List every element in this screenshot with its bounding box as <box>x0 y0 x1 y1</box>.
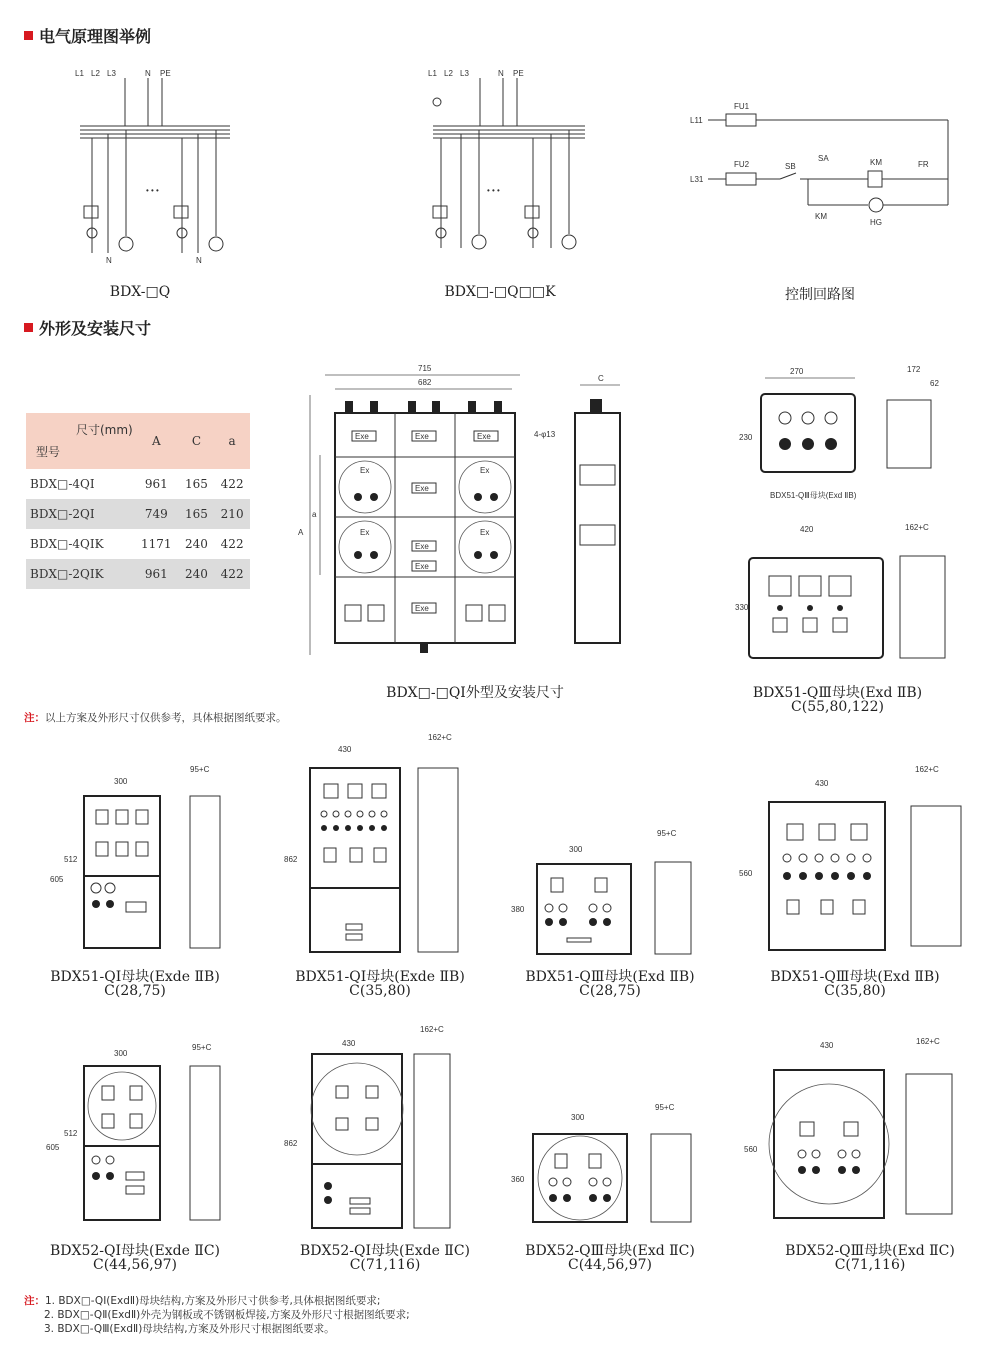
label-l2: L2 <box>91 69 100 78</box>
main-enclosure-svg <box>290 355 650 665</box>
plate-ex-1: Ex <box>360 466 370 475</box>
dim-430: 430 <box>815 779 829 788</box>
enclosure-svg <box>40 1040 240 1230</box>
caption-r2-2b: C(35,80) <box>349 983 411 999</box>
plate-exe-3: Exe <box>477 432 491 441</box>
dim-300: 300 <box>114 777 128 786</box>
plate-ex-4: Ex <box>480 528 490 537</box>
plate-exe-5: Exe <box>415 542 429 551</box>
caption-r3-2b: C(71,116) <box>349 1257 421 1273</box>
dim-162c: 162+C <box>428 733 452 742</box>
label-hg: HG <box>870 218 882 227</box>
plate-exe-4: Exe <box>415 484 429 493</box>
dim-230: 230 <box>739 433 753 442</box>
cell-a-small: 422 <box>220 477 244 491</box>
dim-95c: 95+C <box>657 829 677 838</box>
table-row <box>26 529 250 559</box>
label-l3: L3 <box>107 69 116 78</box>
dim-430: 430 <box>820 1041 834 1050</box>
dim-862: 862 <box>284 1139 298 1148</box>
schematic-bdx-qk-diagram <box>425 58 605 273</box>
control-circuit-diagram <box>690 95 960 235</box>
cell-a: 961 <box>134 559 179 589</box>
cell-model: BDX□-4QⅠK <box>30 537 104 551</box>
label-l11: L11 <box>690 116 703 125</box>
enclosure-bdx51-qi-a <box>40 762 240 962</box>
dim-330: 330 <box>735 603 749 612</box>
dim-95c: 95+C <box>192 1043 212 1052</box>
dim-a-cap: A <box>298 528 304 537</box>
header-col-a-small: a <box>214 413 250 469</box>
cell-a-small: 210 <box>214 499 250 529</box>
caption-control: 控制回路图 <box>785 287 855 303</box>
cell-c: 165 <box>184 477 208 491</box>
cell-a: 961 <box>144 477 168 491</box>
dim-862: 862 <box>284 855 298 864</box>
dim-95c: 95+C <box>655 1103 675 1112</box>
header-col-c: C <box>179 413 215 469</box>
dim-270: 270 <box>790 367 804 376</box>
cell-a-small: 422 <box>214 559 250 589</box>
caption-schematic1: BDX-□Q <box>109 284 171 300</box>
caption-r2-3b: C(28,75) <box>579 983 641 999</box>
schematic-bdx-qk <box>425 58 605 273</box>
dim-95c: 95+C <box>190 765 210 774</box>
enclosure-bdx52-qiii-a <box>505 1100 705 1230</box>
enclosure-svg <box>278 1020 478 1235</box>
plate-exe-2: Exe <box>415 432 429 441</box>
enclosure-svg <box>40 762 240 962</box>
control-circuit <box>690 95 960 235</box>
label-n-bottom: N <box>106 256 112 265</box>
header-model-label: 型号 <box>36 445 61 459</box>
note-prefix: 注： <box>24 1295 45 1307</box>
dimension-table <box>26 413 250 589</box>
cell-a-small: 422 <box>220 537 244 551</box>
caption-r2-3a: BDX51-QⅢ母块(Exd ⅡB) <box>525 969 695 985</box>
enclosure-bdx51-qiii-a <box>505 822 705 962</box>
label-fr: FR <box>918 160 929 169</box>
caption-r3-1b: C(44,56,97) <box>93 1257 177 1273</box>
dim-715: 715 <box>418 364 432 373</box>
plate-ex-3: Ex <box>360 528 370 537</box>
dim-holes: 4-φ13 <box>534 430 556 439</box>
note-line-1: 1. BDX□-QⅠ(ExdⅡ)母块结构,方案及外形尺寸供参考,具体根据图纸要求; <box>45 1295 381 1307</box>
enclosure-bdx52-qi-b <box>278 1020 478 1235</box>
dim-c: C <box>598 374 604 383</box>
dim-a-small: a <box>312 510 317 519</box>
caption-r3-2a: BDX52-QI母块(Exde ⅡC) <box>300 1243 470 1259</box>
note-text: 以上方案及外形尺寸仅供参考，具体根据图纸要求。 <box>45 712 287 724</box>
dim-605: 605 <box>50 875 64 884</box>
caption-r3-4b: C(71,116) <box>834 1257 906 1273</box>
caption-r3-1a: BDX52-QI母块(Exde ⅡC) <box>50 1243 220 1259</box>
label-n: N <box>145 69 151 78</box>
label-fu2: FU2 <box>734 160 750 169</box>
enclosure-bdx51-qi-b <box>278 732 478 962</box>
dim-360: 360 <box>511 1175 525 1184</box>
note-line-2: 2. BDX□-QⅡ(ExdⅡ)外壳为钢板或不锈钢板焊接,方案及外形尺寸根据图纸要求; <box>44 1309 410 1321</box>
faint-caption: BDX51-QⅢ母块(Exd ⅡB) <box>770 491 857 500</box>
dim-512: 512 <box>64 855 78 864</box>
table-row <box>26 559 250 589</box>
cell-model: BDX□-2QⅠK <box>26 559 134 589</box>
dim-560: 560 <box>739 869 753 878</box>
dim-605: 605 <box>46 1143 60 1152</box>
red-square-icon <box>24 323 33 332</box>
caption-r2-4a: BDX51-QⅢ母块(Exd ⅡB) <box>770 969 940 985</box>
label-pe: PE <box>513 69 524 78</box>
table-header-row <box>26 413 250 469</box>
label-sa: SA <box>818 154 829 163</box>
cell-c: 240 <box>179 559 215 589</box>
ellipsis: • • • <box>146 186 159 195</box>
dim-300: 300 <box>569 845 583 854</box>
dim-172: 172 <box>907 365 921 374</box>
cell-c: 240 <box>184 537 208 551</box>
label-pe: PE <box>160 69 171 78</box>
caption-r3-3b: C(44,56,97) <box>568 1257 652 1273</box>
top-right-svg <box>735 360 960 670</box>
enclosure-svg <box>735 762 975 962</box>
plate-exe-6: Exe <box>415 562 429 571</box>
label-n: N <box>498 69 504 78</box>
caption-r3-3a: BDX52-QⅢ母块(Exd ⅡC) <box>525 1243 695 1259</box>
dim-162c: 162+C <box>420 1025 444 1034</box>
caption-r2-4b: C(35,80) <box>824 983 886 999</box>
dim-300: 300 <box>114 1049 128 1058</box>
enclosure-svg <box>505 1100 705 1230</box>
table-header-corner <box>26 413 134 469</box>
dim-162c: 162+C <box>905 523 929 532</box>
cell-a: 1171 <box>141 537 172 551</box>
dim-430: 430 <box>342 1039 356 1048</box>
cell-c: 165 <box>179 499 215 529</box>
cell-model: BDX□-4QⅠ <box>30 477 95 491</box>
enclosure-svg <box>740 1030 975 1230</box>
dim-162c: 162+C <box>916 1037 940 1046</box>
note-1 <box>24 710 287 725</box>
label-l1: L1 <box>75 69 84 78</box>
label-km: KM <box>870 158 882 167</box>
enclosure-bdx52-qiii-b <box>740 1030 975 1230</box>
header-col-a: A <box>134 413 179 469</box>
caption-r3-4a: BDX52-QⅢ母块(Exd ⅡC) <box>785 1243 955 1259</box>
dim-380: 380 <box>511 905 525 914</box>
ellipsis: • • • <box>487 186 500 195</box>
section-title-dimensions: 外形及安装尺寸 <box>24 316 151 339</box>
dim-512: 512 <box>64 1129 78 1138</box>
red-square-icon <box>24 31 33 40</box>
caption-schematic2: BDX□-□Q□□K <box>444 284 556 300</box>
enclosure-svg <box>278 732 478 962</box>
label-km-2: KM <box>815 212 827 221</box>
dim-420: 420 <box>800 525 814 534</box>
schematic-bdx-q <box>70 58 250 273</box>
cell-a: 749 <box>134 499 179 529</box>
caption-r2-1b: C(28,75) <box>104 983 166 999</box>
caption-tr-1: BDX51-QⅢ母块(Exd ⅡB) <box>752 685 923 701</box>
table-row <box>26 469 250 499</box>
note-line <box>24 1294 410 1308</box>
enclosure-bdx52-qi-a <box>40 1040 240 1230</box>
label-l2: L2 <box>444 69 453 78</box>
section-title-schematic: 电气原理图举例 <box>24 24 151 47</box>
caption-tr-2: C(55,80,122) <box>791 699 884 715</box>
enclosure-bdx51-qiii-b <box>735 762 975 962</box>
label-fu1: FU1 <box>734 102 750 111</box>
caption-r2-2a: BDX51-QI母块(Exde ⅡB) <box>295 969 465 985</box>
dim-62: 62 <box>930 379 939 388</box>
label-n-bottom-2: N <box>196 256 202 265</box>
dim-682: 682 <box>418 378 432 387</box>
dim-300: 300 <box>571 1113 585 1122</box>
table-row <box>26 499 250 529</box>
header-size-label: 尺寸(mm) <box>76 423 133 437</box>
label-l1: L1 <box>428 69 437 78</box>
top-right-drawings <box>735 360 960 670</box>
enclosure-svg <box>505 822 705 962</box>
label-sb: SB <box>785 162 796 171</box>
note-prefix: 注： <box>24 712 45 724</box>
label-l3: L3 <box>460 69 469 78</box>
caption-r2-1a: BDX51-QI母块(Exde ⅡB) <box>50 969 220 985</box>
plate-exe-1: Exe <box>355 432 369 441</box>
caption-main-drawing: BDX□-□QI外型及安装尺寸 <box>386 685 564 701</box>
plate-ex-2: Ex <box>480 466 490 475</box>
cell-model: BDX□-2QⅠ <box>26 499 134 529</box>
note-line-3: 3. BDX□-QⅢ(ExdⅡ)母块结构,方案及外形尺寸根据图纸要求。 <box>44 1323 335 1335</box>
notes-2 <box>24 1294 410 1336</box>
dim-430: 430 <box>338 745 352 754</box>
plate-exe-7: Exe <box>415 604 429 613</box>
label-l31: L31 <box>690 175 704 184</box>
schematic-bdx-q-diagram <box>70 58 250 273</box>
main-enclosure-drawing <box>290 355 650 665</box>
dim-560: 560 <box>744 1145 758 1154</box>
dim-162c: 162+C <box>915 765 939 774</box>
